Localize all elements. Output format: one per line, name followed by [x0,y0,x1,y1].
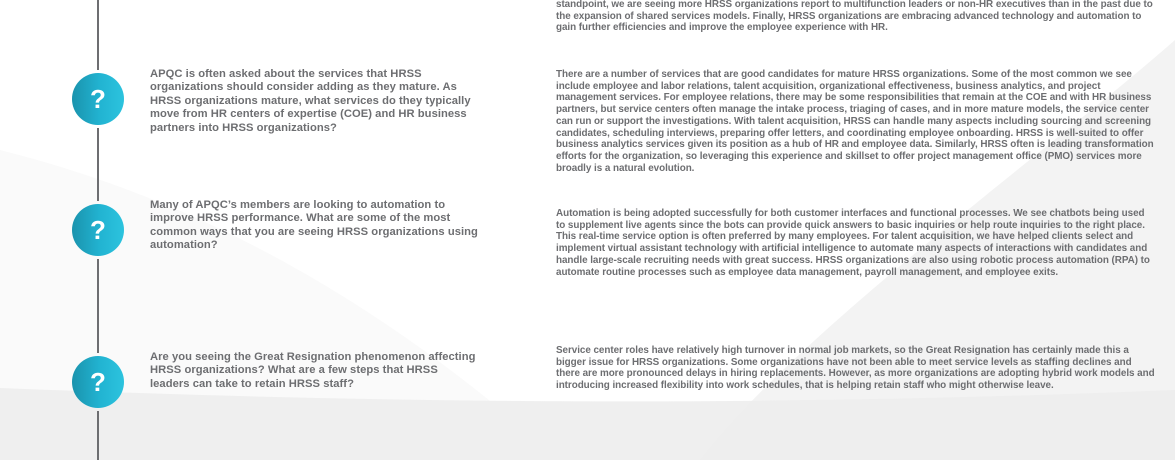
timeline-line-segment [97,128,99,201]
question-mark-icon [72,356,124,408]
question-text: Are you seeing the Great Resignation phenomenon affecting HRSS organizations? What are a few steps that HRSS leaders can take to retain HRSS staff? [150,351,476,390]
answer-text: Automation is being adopted successfully for both customer interfaces and functional processes. We see chatbots being used to supplement live agents since the bots can provide quick answers to basic inquiries or help route inquiries to the right place. This real-time service option is often preferred by many employees. For talent acquisition, we have helped clients select and implement virtual assistant technology with artificial intelligence to automate many aspects of interactions with candidates and handle large-scale recruiting needs with great success. HRSS organizations are also using robotic process automation (RPA) to automate routine processes such as employee data management, payroll management, and employee exits. [556,208,1150,278]
question-mark-icon [72,73,124,125]
question-text: Many of APQC’s members are looking to automation to improve HRSS performance. What are some of the most common ways that you are seeing HRSS organizations using automation? [150,199,478,252]
question-mark-glyph: ? [90,215,106,245]
timeline-line-segment [97,259,99,353]
question-mark-glyph: ? [90,84,106,114]
timeline-line-segment [97,411,99,460]
answer-text: Service center roles have relatively high turnover in normal job markets, so the Great Resignation has certainly made this a bigger issue for HRSS organizations. Some organizations have not been able to meet service levels as staffing declines and there are more pronounced delays in hiring replacements. However, as more organizations are adopting hybrid work models and introducing increased flexibility into work schedules, that is helping retain staff who might otherwise leave. [556,345,1155,392]
timeline-line-segment [97,0,99,70]
answer-text: There are a number of services that are good candidates for mature HRSS organizations. Some of the most common we see include employee and labor relations, talent acquisition, organizational effectiveness, business analytics, and project management services. For employee relations, there may be some responsibilities that remain at the COE and with HR business partners, but service centers often manage the intake process, triaging of cases, and in more mature models, the service center can run or support the investigations. With talent acquisition, HRSS can handle many aspects including sourcing and screening candidates, scheduling interviews, preparing offer letters, and coordinating employee onboarding. HRSS is well-suited to offer business analytics services given its position as a hub of HR and employee data. Similarly, HRSS often is leading transformation efforts for the organization, so leveraging this experience and skillset to offer project management office (PMO) services more broadly is a natural evolution. [556,69,1154,174]
intro-answer-tail: standpoint, we are seeing more HRSS organizations report to multifunction leaders or non-HR executives than in the past due to the expansion of shared services models. Finally, HRSS organizations are embracing advanced technology and automation to gain further efficiencies and improve the employee experience with HR. [556,0,1153,34]
background-bottom-band [0,388,1175,460]
question-mark-icon [72,204,124,256]
question-mark-glyph: ? [90,367,106,397]
question-text: APQC is often asked about the services that HRSS organizations should consider adding as they mature. As HRSS organizations mature, what services do they typically move from HR centers of expertise (COE) and HR business partners into HRSS organizations? [150,68,471,134]
